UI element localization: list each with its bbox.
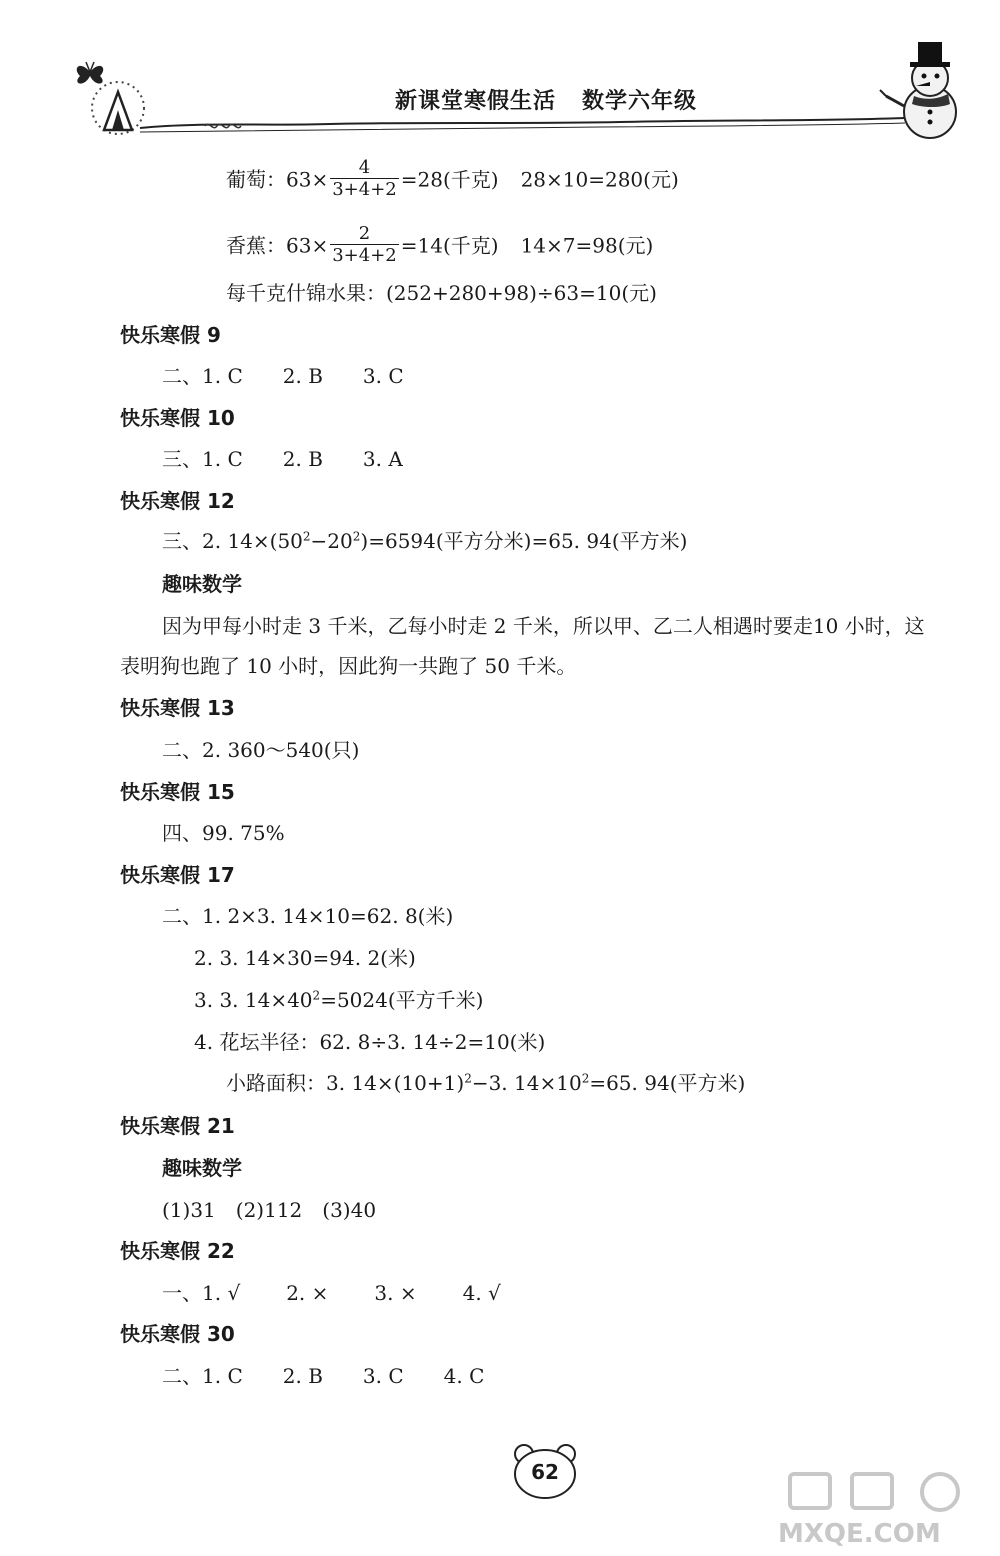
watermark-logo-mark: [790, 1474, 958, 1510]
book-title: 新课堂寒假生活: [395, 88, 557, 114]
grape-cost: 28×10=280(元): [520, 167, 679, 192]
answer-text: −20: [310, 529, 353, 553]
section-heading-30: 快乐寒假 30: [120, 1322, 235, 1346]
header-divider: [140, 118, 905, 128]
answer-text: 3. 3. 14×40: [194, 988, 313, 1012]
exponent: 2: [302, 529, 311, 544]
section-heading-17: 快乐寒假 17: [120, 863, 235, 887]
answer-text: =65. 94(平方米): [589, 1071, 746, 1095]
watermark-text: MXQE.COM: [778, 1519, 941, 1549]
fun-math-heading: 趣味数学: [162, 572, 242, 596]
section-30-answers: [162, 1366, 484, 1386]
answer-item: 3. ×: [374, 1281, 417, 1305]
answer-item: 一、1. √: [162, 1281, 241, 1305]
header-decoration: [0, 0, 1000, 150]
exponent: 2: [352, 529, 361, 544]
section-heading-15: 快乐寒假 15: [120, 780, 235, 804]
page-number-badge: [510, 1440, 580, 1500]
section-17-answer-4: 4. 花坛半径：62. 8÷3. 14÷2=10(米): [194, 1030, 546, 1054]
banana-fraction: [330, 224, 399, 266]
grape-result: =28(千克): [400, 167, 499, 192]
answer-item: 三、1. C: [162, 447, 243, 471]
answer-text: 小路面积：3. 14×(10+1): [226, 1071, 465, 1095]
answer-item: 2. B: [282, 364, 323, 388]
banana-cost: 14×7=98(元): [520, 233, 654, 258]
section-17-answer-2: 2. 3. 14×30=94. 2(米): [194, 946, 416, 970]
fraction-denominator: 3+4+2: [332, 245, 397, 266]
fraction-numerator: 2: [358, 223, 371, 244]
banana-result: =14(千克): [400, 233, 499, 258]
section-21-answers: (1)31 (2)112 (3)40: [162, 1198, 377, 1222]
answer-item: 3. C: [362, 1364, 404, 1388]
butterfly-icon: [77, 62, 104, 84]
section-13-answer: 二、2. 360～540(只): [162, 738, 360, 762]
banana-answer-line: [226, 223, 654, 268]
fun-math-paragraph-line-2: 表明狗也跑了 10 小时，因此狗一共跑了 50 千米。: [120, 654, 577, 678]
section-heading-22: 快乐寒假 22: [120, 1239, 235, 1263]
section-heading-21: 快乐寒假 21: [120, 1114, 235, 1138]
answer-text: =5024(平方千米): [320, 988, 484, 1012]
section-9-answers: [162, 366, 404, 386]
fun-math-heading-21: 趣味数学: [162, 1156, 242, 1180]
subject-label: 数学六年级: [582, 88, 698, 114]
section-heading-13: 快乐寒假 13: [120, 696, 235, 720]
section-10-answers: [162, 449, 403, 469]
grape-label: 葡萄：63×: [226, 167, 329, 192]
fun-math-paragraph-line-1: 因为甲每小时走 3 千米，乙每小时走 2 千米，所以甲、乙二人相遇时要走10 小时，这: [162, 614, 925, 638]
section-heading-9: 快乐寒假 9: [120, 323, 221, 347]
answer-item: 4. C: [443, 1364, 485, 1388]
answer-item: 二、1. C: [162, 364, 243, 388]
section-15-answer: 四、99. 75%: [162, 821, 285, 845]
section-12-answer: [162, 531, 687, 551]
fraction-numerator: 4: [358, 157, 371, 178]
banana-label: 香蕉：63×: [226, 233, 329, 258]
exponent: 2: [464, 1071, 472, 1086]
answer-text: 三、2. 14×(50: [162, 529, 303, 553]
answer-item: 3. A: [362, 447, 403, 471]
section-17-answer-1: 二、1. 2×3. 14×10=62. 8(米): [162, 904, 454, 928]
grape-answer-line: [226, 157, 679, 202]
section-17-answer-5: [226, 1073, 745, 1093]
section-heading-12: 快乐寒假 12: [120, 489, 235, 513]
answer-item: 3. C: [362, 364, 404, 388]
mixed-fruit-line: 每千克什锦水果：(252+280+98)÷63=10(元): [226, 281, 657, 305]
section-22-answers: [162, 1283, 501, 1303]
answer-item: 2. B: [282, 447, 323, 471]
tent-icon: [104, 92, 132, 130]
header-title: [395, 84, 697, 115]
answer-item: 2. ×: [286, 1281, 329, 1305]
exponent: 2: [581, 1071, 590, 1086]
exponent: 2: [312, 988, 321, 1003]
section-17-answer-3: [194, 990, 483, 1010]
answer-item: 二、1. C: [162, 1364, 243, 1388]
grape-fraction: [330, 158, 399, 200]
answer-item: 2. B: [282, 1364, 323, 1388]
fraction-denominator: 3+4+2: [332, 179, 397, 200]
answer-text: −3. 14×10: [471, 1071, 582, 1095]
page-header: [0, 0, 1000, 150]
watermark-logo: [770, 1470, 995, 1550]
answer-text: )=6594(平方分米)=65. 94(平方米): [360, 529, 688, 553]
page-number: 62: [531, 1460, 559, 1484]
answer-item: 4. √: [462, 1281, 501, 1305]
section-heading-10: 快乐寒假 10: [120, 406, 235, 430]
